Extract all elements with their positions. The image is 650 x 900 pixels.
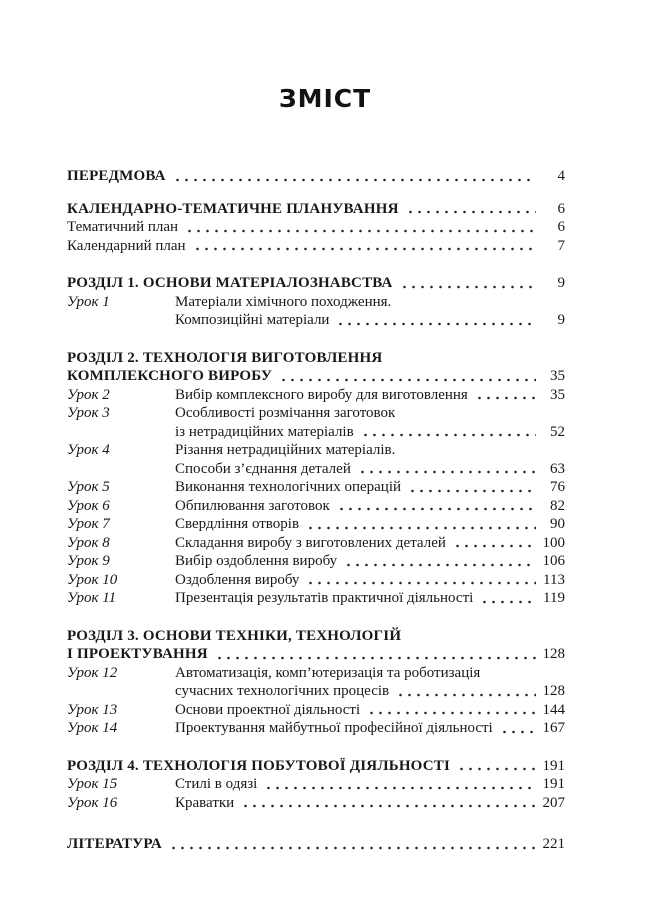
lesson-label: Урок 2: [67, 386, 110, 403]
page-number: 119: [543, 590, 565, 606]
lesson-label: Урок 11: [67, 590, 117, 606]
page-number: 106: [542, 553, 565, 569]
entry-title: РОЗДІЛ 4. ТЕХНОЛОГІЯ ПОБУТОВОЇ ДІЯЛЬНОСТІ: [67, 757, 451, 774]
toc-entry-line: [67, 794, 565, 813]
toc-entry-line: [67, 682, 565, 701]
page-number: 4: [557, 168, 565, 184]
toc-entry-line: [67, 441, 565, 460]
entry-title: Вибір оздоблення виробу: [175, 553, 338, 569]
entry-title: РОЗДІЛ 3. ОСНОВИ ТЕХНІКИ, ТЕХНОЛОГІЙ: [67, 627, 402, 644]
dot-leader: [475, 395, 536, 401]
dot-leader: [358, 469, 536, 475]
page-number: 207: [542, 794, 565, 811]
page-number: 76: [550, 479, 565, 495]
entry-title: Матеріали хімічного походження.: [175, 293, 392, 310]
page-title: ЗМІСТ: [278, 84, 372, 113]
toc-entry-line: [67, 218, 565, 237]
toc-entry-line: [67, 589, 565, 608]
toc-entry-line: [67, 423, 565, 442]
entry-title: Проектування майбутньої професійної діяльності: [175, 720, 493, 736]
entry-title: Презентація результатів практичної діяльності: [175, 590, 474, 606]
toc-entry-line: [67, 552, 565, 571]
entry-title: Свердління отворів: [175, 516, 300, 532]
lesson-label: Урок 8: [67, 534, 110, 551]
entry-title: ПЕРЕДМОВА: [67, 168, 166, 184]
entry-title: Вибір комплексного виробу для виготовлення: [175, 386, 468, 403]
dot-leader: [457, 766, 536, 772]
dot-leader: [337, 506, 536, 512]
toc-entry-line: [67, 664, 565, 683]
toc-entry-line: [67, 167, 565, 186]
lesson-label: Урок 10: [67, 571, 118, 588]
dot-leader: [400, 284, 536, 290]
entry-title: Різання нетрадиційних матеріалів.: [175, 442, 396, 458]
dot-leader: [193, 246, 536, 252]
page-number: 113: [543, 571, 565, 588]
toc-entry: [67, 478, 565, 497]
entry-title: сучасних технологічних процесів: [175, 683, 390, 699]
toc-entry-line: [67, 701, 565, 720]
toc-entry-line: [67, 274, 565, 293]
page-number: 100: [542, 534, 565, 551]
page-number: 144: [542, 701, 565, 718]
toc-entry-line: [67, 835, 565, 854]
toc-entry-line: [67, 200, 565, 219]
entry-title: Календарний план: [67, 237, 186, 254]
page-number: 128: [542, 646, 565, 662]
toc-entry-line: [67, 460, 565, 479]
dot-leader: [361, 432, 536, 438]
lesson-label: Урок 3: [67, 405, 110, 421]
lesson-label: Урок 1: [67, 293, 110, 310]
lesson-label: Урок 12: [67, 664, 118, 681]
dot-leader: [500, 729, 536, 735]
toc-entry: [67, 441, 565, 478]
entry-title: Виконання технологічних операцій: [175, 479, 402, 495]
entry-title: із нетрадиційних матеріалів: [175, 423, 354, 440]
toc-entry: [67, 534, 565, 553]
dot-leader: [406, 209, 536, 215]
toc-entry: [67, 218, 565, 237]
toc-entry-line: [67, 237, 565, 256]
page-number: 191: [542, 757, 565, 774]
lesson-label: Урок 9: [67, 553, 110, 569]
entry-title: Композиційні матеріали: [175, 312, 330, 328]
dot-leader: [306, 525, 536, 531]
page-number: 6: [557, 200, 565, 217]
dot-leader: [453, 543, 536, 549]
toc-entry-line: [67, 719, 565, 738]
entry-title: РОЗДІЛ 1. ОСНОВИ МАТЕРІАЛОЗНАВСТВА: [67, 275, 393, 291]
toc-entry: [67, 167, 565, 186]
entry-title: Основи проектної діяльності: [175, 701, 361, 718]
toc-entry: [67, 701, 565, 720]
dot-leader: [185, 228, 536, 234]
dot-leader: [169, 845, 536, 851]
lesson-label: Урок 13: [67, 701, 118, 718]
toc-entry-line: [67, 515, 565, 534]
page-number: 9: [557, 275, 565, 291]
entry-title: КАЛЕНДАРНО-ТЕМАТИЧНЕ ПЛАНУВАННЯ: [67, 200, 399, 217]
entry-title: Стилі в одязі: [175, 776, 258, 792]
entry-title: ЛІТЕРАТУРА: [67, 836, 162, 852]
toc-entry: [67, 515, 565, 534]
toc-entry: [67, 719, 565, 738]
dot-leader: [264, 785, 536, 791]
dot-leader: [408, 488, 536, 494]
toc-entry: [67, 497, 565, 516]
table-of-contents: [67, 167, 565, 854]
toc-entry: [67, 404, 565, 441]
lesson-label: Урок 7: [67, 516, 110, 532]
toc-entry: [67, 552, 565, 571]
dot-leader: [306, 580, 536, 586]
lesson-label: Урок 14: [67, 720, 118, 736]
lesson-label: Урок 6: [67, 497, 110, 514]
toc-entry-line: [67, 404, 565, 423]
page-number: 167: [542, 720, 565, 736]
toc-entry-line: [67, 775, 565, 794]
entry-title: Краватки: [175, 794, 235, 811]
dot-leader: [279, 377, 536, 383]
toc-entry: [67, 386, 565, 405]
lesson-label: Урок 15: [67, 776, 118, 792]
dot-leader: [215, 655, 536, 661]
dot-leader: [396, 692, 536, 698]
page-number: 90: [550, 516, 565, 532]
dot-leader: [344, 562, 536, 568]
toc-entry-line: [67, 571, 565, 590]
toc-entry: [67, 274, 565, 293]
toc-entry: [67, 794, 565, 813]
toc-entry: [67, 664, 565, 701]
entry-title: РОЗДІЛ 2. ТЕХНОЛОГІЯ ВИГОТОВЛЕННЯ: [67, 349, 383, 366]
entry-title: І ПРОЕКТУВАННЯ: [67, 646, 208, 662]
page-number: 9: [557, 312, 565, 328]
dot-leader: [173, 177, 536, 183]
page-number: 35: [550, 368, 565, 384]
toc-entry: [67, 757, 565, 776]
toc-entry: [67, 775, 565, 794]
page-number: 6: [557, 219, 565, 235]
entry-title: КОМПЛЕКСНОГО ВИРОБУ: [67, 368, 273, 384]
lesson-label: Урок 16: [67, 794, 118, 811]
toc-entry-line: [67, 386, 565, 405]
page-number: 82: [550, 497, 565, 514]
page-number: 63: [550, 460, 565, 477]
page-number: 191: [542, 776, 565, 792]
toc-entry: [67, 237, 565, 256]
dot-leader: [241, 803, 536, 809]
toc-entry: [67, 349, 565, 386]
dot-leader: [336, 321, 536, 327]
dot-leader: [480, 599, 536, 605]
toc-entry-line: [67, 293, 565, 312]
toc-entry: [67, 589, 565, 608]
toc-entry-line: [67, 627, 565, 646]
entry-title: Автоматизація, комп’ютеризація та роботизація: [175, 664, 481, 681]
toc-entry-line: [67, 367, 565, 386]
toc-entry-line: [67, 534, 565, 553]
toc-entry: [67, 627, 565, 664]
toc-entry-line: [67, 349, 565, 368]
entry-title: Способи з’єднання деталей: [175, 460, 351, 477]
lesson-label: Урок 4: [67, 442, 110, 458]
page-number: 7: [557, 237, 565, 254]
dot-leader: [367, 710, 536, 716]
toc-entry-line: [67, 757, 565, 776]
toc-entry-line: [67, 645, 565, 664]
lesson-label: Урок 5: [67, 479, 110, 495]
entry-title: Оздоблення виробу: [175, 571, 300, 588]
toc-entry: [67, 571, 565, 590]
page-number: 221: [542, 836, 565, 852]
entry-title: Складання виробу з виготовлених деталей: [175, 534, 446, 551]
toc-entry: [67, 200, 565, 219]
page-number: 35: [550, 386, 565, 403]
entry-title: Обпилювання заготовок: [175, 497, 330, 514]
toc-entry: [67, 835, 565, 854]
page-number: 52: [550, 423, 565, 440]
toc-entry-line: [67, 311, 565, 330]
entry-title: Тематичний план: [67, 219, 179, 235]
page-number: 128: [542, 683, 565, 699]
toc-entry-line: [67, 478, 565, 497]
toc-entry-line: [67, 497, 565, 516]
toc-entry: [67, 293, 565, 330]
entry-title: Особливості розмічання заготовок: [175, 405, 396, 421]
